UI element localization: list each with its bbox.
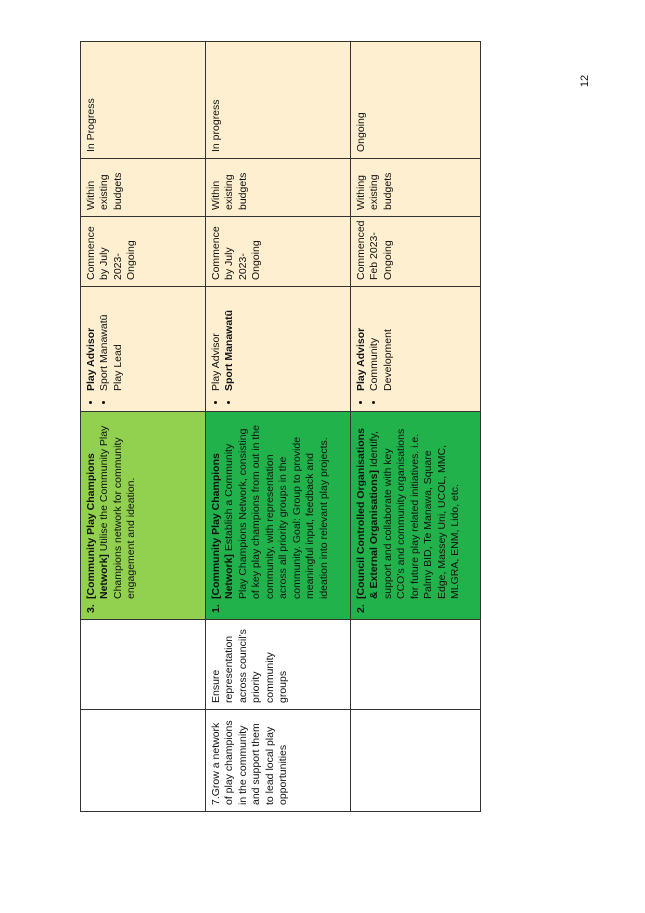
- timeframe-cell: Commence by July 2023- Ongoing: [81, 217, 206, 287]
- action-number: 3.: [85, 604, 97, 613]
- table-row: [351, 42, 481, 812]
- action-title: [Community Play Champions Network]: [210, 453, 236, 599]
- timeframe-cell: Commence by July 2023- Ongoing: [206, 217, 351, 287]
- budget-cell: Within existing budgets: [206, 159, 351, 217]
- action-title: [Community Play Champions Network]: [85, 453, 111, 599]
- lead-item: Play Lead: [111, 344, 124, 391]
- action-body: Identify, support and collaborate with key CCO’s and community organisations for future play related initiatives. i.e. Palmy BID, Te Manawa, Square Edge, Massey Uni, UCOL, MMC, MLGRA, ENM, Lido, etc.: [368, 428, 462, 599]
- lead-item: • Sport Manawatū: [223, 293, 236, 391]
- budget-cell: Withing existing budgets: [351, 159, 481, 217]
- action-body: Utilise the Community Play Champions network for community engagement and ideation.: [98, 425, 138, 599]
- lead-item: • Play Advisor: [210, 293, 223, 391]
- lead-item: • Community Development: [368, 293, 395, 391]
- measure-cell: [351, 620, 481, 710]
- action-number: 1.: [210, 604, 222, 613]
- goal-cell: [351, 710, 481, 812]
- goal-cell: [81, 710, 206, 812]
- page-number: 12: [579, 74, 592, 88]
- status-cell: In Progress: [81, 42, 206, 159]
- lead-cell: [206, 287, 351, 412]
- action-title: [Council Controlled Organisations & External Organisations]: [355, 428, 381, 599]
- lead-item: • Play Advisor: [85, 293, 98, 391]
- measure-cell: [81, 620, 206, 710]
- timeframe-cell: Commenced Feb 2023- Ongoing: [351, 217, 481, 287]
- action-body: Establish a Community Play Champions Network, consisting of key play champions from out in the community, with representation across all priority groups in the community. Goal: Group to provide meaningful input, feedback and ideation into relevant play projects.: [223, 425, 330, 599]
- table-row: [81, 42, 206, 812]
- budget-cell: Within existing budgets: [81, 159, 206, 217]
- measure-cell: Ensure representation across council’s priority community groups: [206, 620, 351, 710]
- lead-cell: [81, 287, 206, 412]
- action-cell: [81, 412, 206, 620]
- table-row: [206, 42, 351, 812]
- action-cell: [206, 412, 351, 620]
- goal-cell: 7.Grow a network of play champions in the community and support them to lead local play opportunities: [206, 710, 351, 812]
- status-cell: Ongoing: [351, 42, 481, 159]
- lead-item: • Play Advisor: [355, 293, 368, 391]
- action-cell: [351, 412, 481, 620]
- action-number: 2.: [355, 604, 367, 613]
- status-cell: In progress: [206, 42, 351, 159]
- plan-table-container: [80, 42, 480, 812]
- lead-cell: [351, 287, 481, 412]
- lead-item: • Sport Manawatū: [98, 293, 111, 391]
- action-plan-table: [80, 41, 481, 812]
